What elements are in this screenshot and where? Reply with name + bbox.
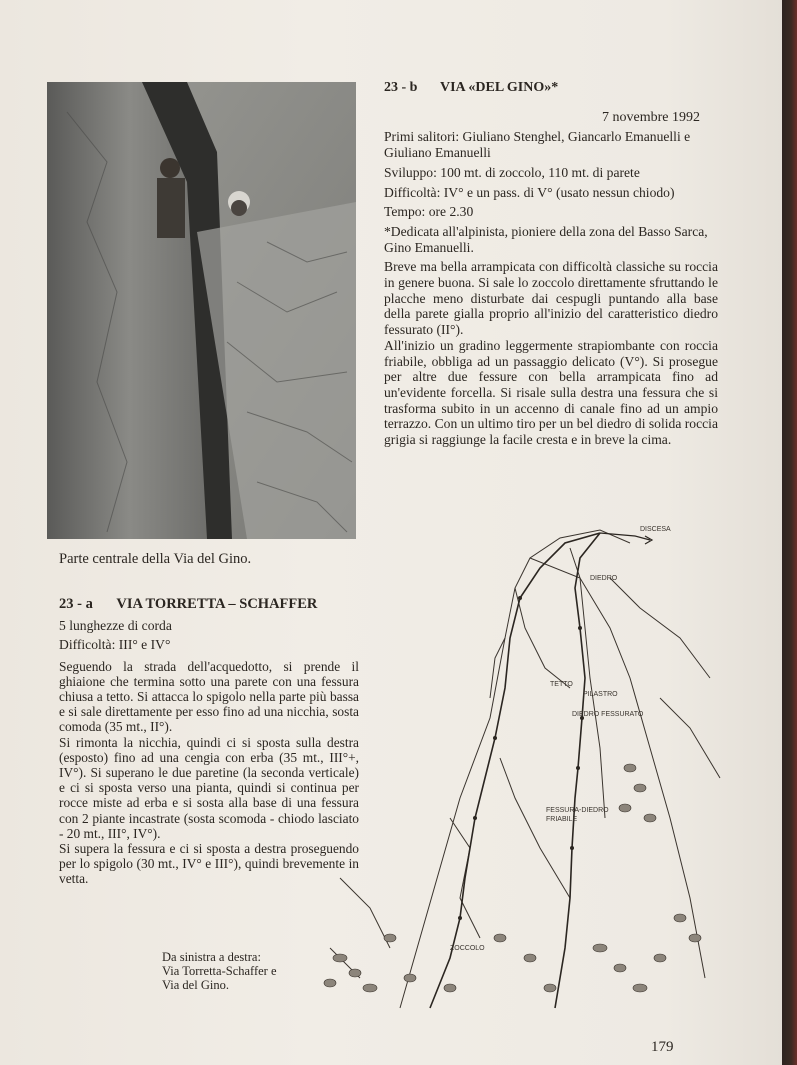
topo-label-zoccolo: ZOCCOLO bbox=[450, 945, 485, 952]
topo-label-diedro: DIEDRO bbox=[590, 575, 618, 582]
route-a-length: 5 lunghezze di corda bbox=[59, 618, 172, 634]
topo-label-discesa: DISCESA bbox=[640, 526, 671, 533]
route-a-number: 23 - a bbox=[59, 596, 93, 612]
topo-label-fessura-diedro: FESSURA-DIEDRO bbox=[546, 807, 609, 814]
route-b-header bbox=[384, 80, 718, 96]
route-topo-drawing bbox=[300, 518, 740, 1018]
climbing-photo bbox=[47, 82, 356, 539]
topo-caption-line-3: Via del Gino. bbox=[162, 978, 229, 992]
topo-label-diedro-fessurato: DIEDRO FESSURATO bbox=[572, 711, 644, 718]
photo-caption: Parte centrale della Via del Gino. bbox=[59, 551, 252, 567]
topo-label-friabile: FRIABILE bbox=[546, 816, 578, 823]
route-b-section bbox=[384, 80, 718, 448]
route-b-description-2: All'inizio un gradino leggermente strapiombante con roccia friabile, obbliga ad un passaggio delicato (V°). Si prosegue per altre due fessure con bella arrampicata fino ad un'evidente forcella. Si risale sulla destra una fessura che si trasforma subito in un accenno di canale fino ad un ampio terrazzo. Con un ultimo tiro per un bel diedro di solida roccia grigia si raggiunge la facile cresta e in breve la cima. bbox=[384, 337, 718, 448]
route-b-first-ascent: Primi salitori: Giuliano Stenghel, Giancarlo Emanuelli e Giuliano Emanuelli bbox=[384, 129, 691, 161]
book-edge bbox=[782, 0, 797, 1065]
topo-caption-line-2: Via Torretta-Schaffer e bbox=[162, 964, 277, 978]
topo-caption-line-1: Da sinistra a destra: bbox=[162, 950, 261, 964]
route-a-description-3: Si supera la fessura e ci si sposta a destra proseguendo per lo spigolo (30 mt., IV° e III°), quindi brevemente in vetta. bbox=[59, 841, 359, 887]
route-b-time: Tempo: ore 2.30 bbox=[384, 204, 474, 220]
page-number: 179 bbox=[651, 1039, 674, 1055]
route-a-difficulty: Difficoltà: III° e IV° bbox=[59, 637, 171, 653]
route-b-description: Breve ma bella arrampicata con difficoltà classiche su roccia in genere buona. Si sale lo zoccolo direttamente sfruttando le placche meno disturbate dai cespugli puntando alla base della parete gialla proprio all'inizio del caratteristico diedro fessurato (II°). bbox=[384, 259, 718, 338]
topo-caption bbox=[162, 950, 277, 992]
route-b-development: Sviluppo: 100 mt. di zoccolo, 110 mt. di parete bbox=[384, 164, 640, 180]
route-b-number: 23 - b bbox=[384, 80, 418, 95]
topo-label-tetto: TETTO bbox=[550, 681, 573, 688]
route-a-title: VIA TORRETTA – SCHAFFER bbox=[116, 596, 318, 612]
route-a-description-2: Si rimonta la nicchia, quindi ci si sposta sulla destra (esposto) fino ad una cengia con erba (35 mt., III°+, IV°). Si superano le due paretine (la seconda verticale) e ci si sposta verso una pianta, quindi si continua per rocce miste ad erba e si sosta alla base di una fessura con 2 piante incastrate (sosta scomoda - chiodo lasciato - 20 mt., III°, IV°). bbox=[59, 734, 359, 841]
route-b-dedication: *Dedicata all'alpinista, pioniere della zona del Basso Sarca, Gino Emanuelli. bbox=[384, 223, 708, 255]
route-b-date: 7 novembre 1992 bbox=[602, 109, 700, 125]
topo-label-pilastro: PILASTRO bbox=[583, 691, 618, 698]
route-b-title: VIA «DEL GINO»* bbox=[440, 80, 559, 95]
route-a-description: Seguendo la strada dell'acquedotto, si prende il ghiaione che termina sotto una parete con una fessura chiusa a tetto. Si attacca lo spigolo nella parte più bassa e si sale direttamente per esso fino ad una nicchia, sosta comoda (35 mt., II°). bbox=[59, 658, 359, 735]
route-b-difficulty: Difficoltà: IV° e un pass. di V° (usato nessun chiodo) bbox=[384, 184, 675, 200]
